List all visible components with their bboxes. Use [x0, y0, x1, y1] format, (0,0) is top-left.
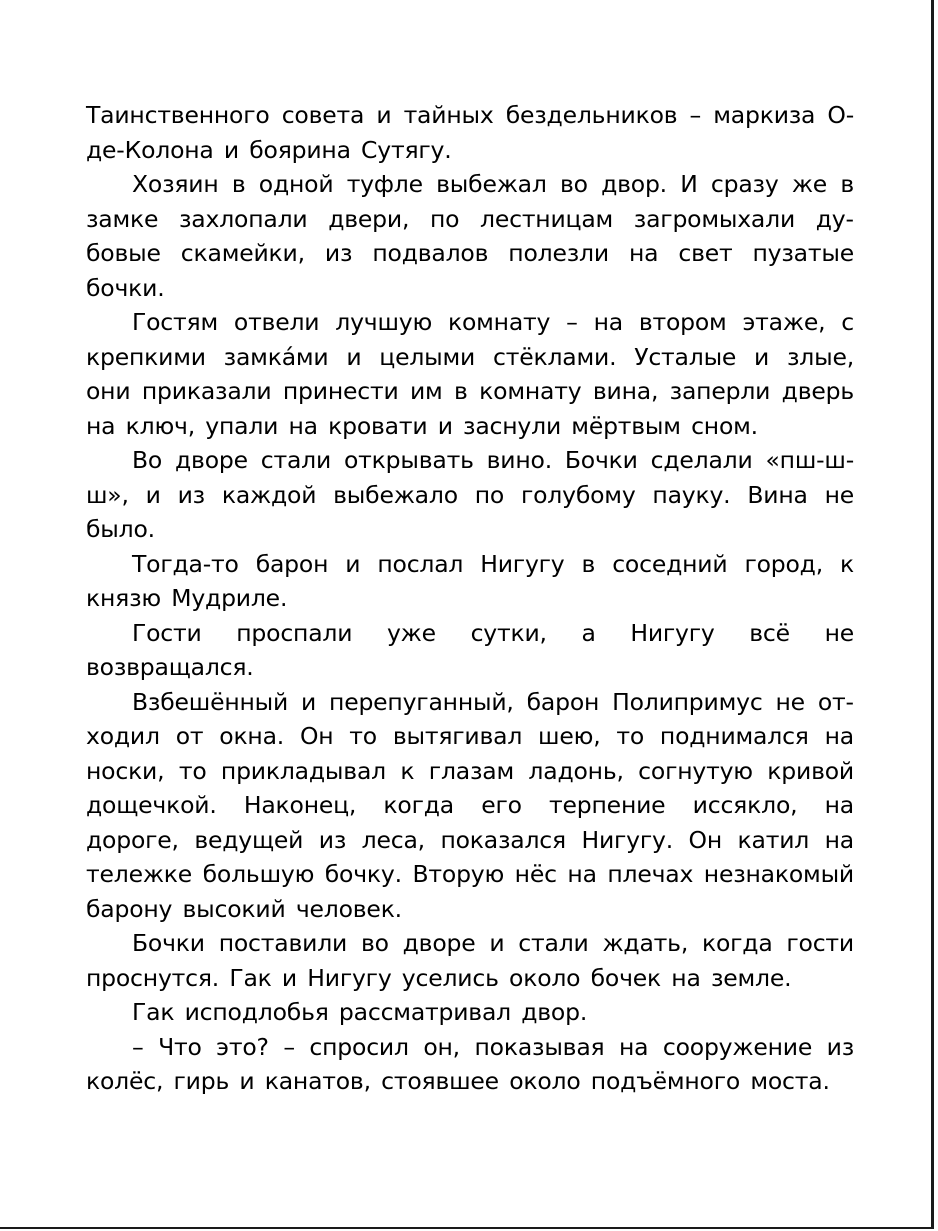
paragraph: Гак исподлобья рассматривал двор. — [132, 998, 588, 1026]
page-body-text — [86, 98, 854, 1099]
paragraph: Таинственного совета и тайных бездельников – маркиза О-де-Колона и боярина Сутягу. — [86, 101, 854, 164]
paragraph: Взбешённый и перепуганный, барон Полипримус не отходил от окна. Он то вытягивал шею, то поднимался на носки, то прикладывал к глазам ладонь, согнутую кривой дощечкой. Наконец, когда его терпение иссякло, на дороге, ведущей из леса, показался Нигугу. Он катил на тележке большую бочку. Вторую нёс на плечах незнакомый барону высокий человек. — [86, 687, 854, 923]
paragraph: Гостям отвели лучшую комнату – на втором этаже, с крепкими замка́ми и целыми стёклами. Усталые и злые, они приказали принести им в комнату вина, заперли дверь на ключ, упали на кровати и заснули мёртвым сном. — [86, 308, 854, 440]
paragraph: – Что это? – спросил он, показывая на сооружение из колёс, гирь и канатов, стоявшее около подъёмного моста. — [86, 1032, 854, 1095]
paragraph: Бочки поставили во дворе и стали ждать, когда гости проснутся. Гак и Нигугу уселись около бочек на земле. — [86, 929, 854, 992]
paragraph: Хозяин в одной туфле выбежал во двор. И сразу же в замке захлопали двери, по лестницам загромыхали дубовые скамейки, из подвалов полезли на свет пузатые бочки. — [86, 170, 854, 302]
paragraph: Гости проспали уже сутки, а Нигугу всё не возвращался. — [86, 618, 854, 681]
paragraph: Во дворе стали открывать вино. Бочки сделали «пш-ш-ш», и из каждой выбежало по голубому пауку. Вина не было. — [86, 446, 854, 543]
paragraph: Тогда-то барон и послал Нигугу в соседний город, к князю Мудриле. — [86, 549, 854, 612]
